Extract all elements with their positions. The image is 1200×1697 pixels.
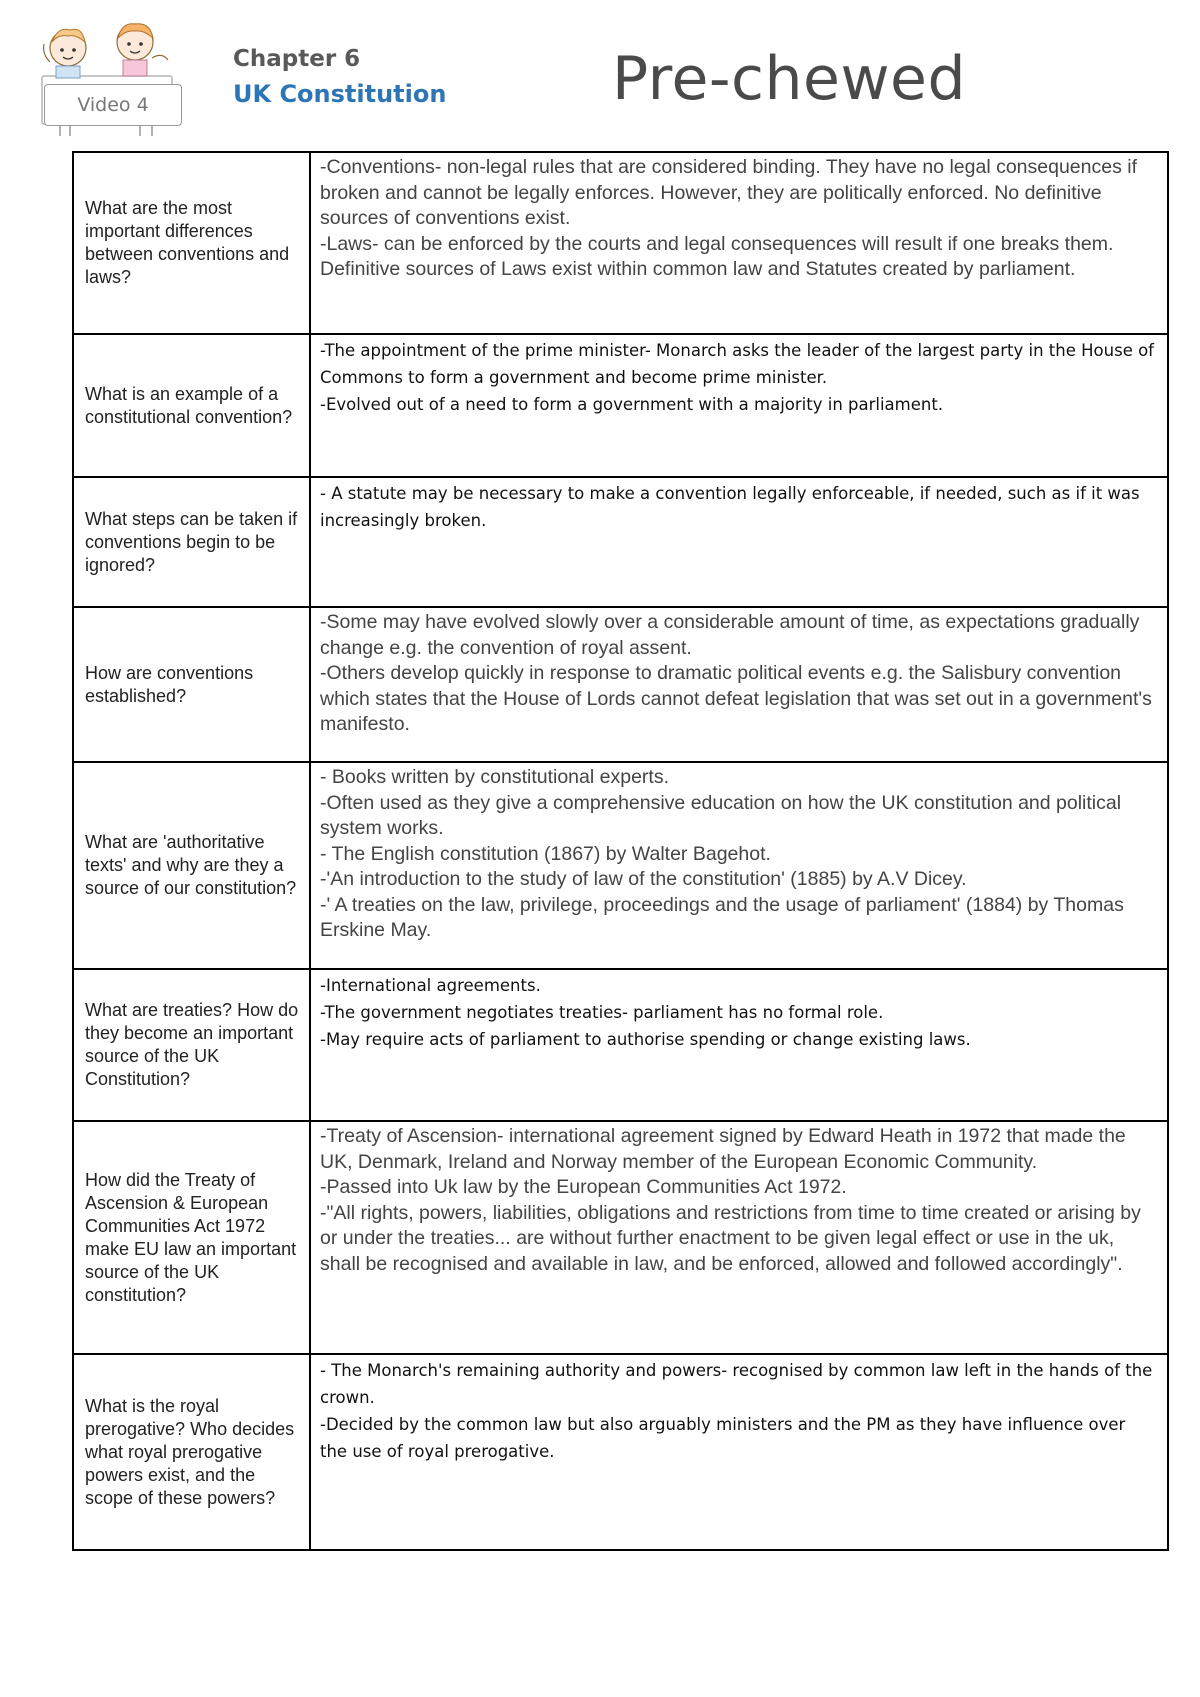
table-row [73, 152, 1168, 334]
answer-line: -Laws- can be enforced by the courts and legal consequences will result if one breaks them. Definitive sources of Laws exist within common law and Statutes created by parliament. [320, 232, 1119, 280]
question-cell [73, 1354, 310, 1550]
answer-cell [310, 762, 1168, 969]
answer-line: -Others develop quickly in response to dramatic political events e.g. the Salisbury convention which states that the House of Lords cannot defeat legislation that was set out in a government's manifesto. [320, 662, 1158, 735]
answer-line: -May require acts of parliament to authorise spending or change existing laws. [320, 1030, 971, 1049]
answer-line: - Books written by constitutional experts. [320, 766, 669, 788]
question-text: What is the royal prerogative? Who decides what royal prerogative powers exist, and the scope of these powers? [85, 1395, 295, 1508]
answer-block [311, 478, 1167, 534]
answer-line: -Treaty of Ascension- international agreement signed by Edward Heath in 1972 that made the UK, Denmark, Ireland and Norway member of the European Economic Community. [320, 1125, 1132, 1173]
answer-block [311, 335, 1167, 418]
answer-line: -' A treaties on the law, privilege, proceedings and the usage of parliament' (1884) by Thomas Erskine May. [320, 893, 1130, 941]
question-text: What is an example of a constitutional convention? [85, 383, 293, 427]
question-cell [73, 969, 310, 1121]
answer-cell [310, 1121, 1168, 1354]
answer-block [311, 608, 1167, 738]
question-text: What steps can be taken if conventions begin to be ignored? [85, 508, 298, 575]
chapter-heading: Chapter 6 [233, 46, 361, 72]
table-row [73, 477, 1168, 607]
video-label: Video 4 [44, 84, 182, 126]
answer-cell [310, 152, 1168, 334]
answer-line: -Passed into Uk law by the European Communities Act 1972. [320, 1176, 847, 1198]
question-text: What are 'authoritative texts' and why are they a source of our constitution? [85, 832, 297, 898]
table-row [73, 1121, 1168, 1354]
answer-line: -The government negotiates treaties- parliament has no formal role. [320, 1003, 884, 1022]
question-cell [73, 762, 310, 969]
answer-line: - A statute may be necessary to make a convention legally enforceable, if needed, such as if it was increasingly broken. [320, 484, 1145, 530]
answer-line: -Some may have evolved slowly over a considerable amount of time, as expectations gradually change e.g. the convention of royal assent. [320, 611, 1145, 659]
answer-block [311, 1122, 1167, 1277]
answer-block [311, 763, 1167, 944]
chapter-subtitle: UK Constitution [233, 80, 447, 108]
answer-line: - The English constitution (1867) by Walter Bagehot. [320, 842, 771, 865]
question-cell [73, 607, 310, 762]
answer-line: -International agreements. [320, 976, 541, 995]
question-text: What are treaties? How do they become an important source of the UK Constitution? [85, 1000, 299, 1089]
question-text: How did the Treaty of Ascension & European Communities Act 1972 make EU law an important source of the UK constitution? [85, 1169, 297, 1305]
answer-cell [310, 969, 1168, 1121]
table-row [73, 762, 1168, 969]
page-title: Pre-chewed [612, 44, 967, 114]
question-cell [73, 1121, 310, 1354]
answer-block [311, 970, 1167, 1053]
answer-line: -Evolved out of a need to form a government with a majority in parliament. [320, 395, 944, 414]
answer-line: -'An introduction to the study of law of the constitution' (1885) by A.V Dicey. [320, 868, 967, 890]
answer-cell [310, 477, 1168, 607]
qa-table-body [73, 152, 1168, 1550]
answer-line: -Often used as they give a comprehensive education on how the UK constitution and political system works. [320, 791, 1127, 839]
question-cell [73, 152, 310, 334]
question-cell [73, 334, 310, 477]
answer-cell [310, 1354, 1168, 1550]
answer-line: -Decided by the common law but also arguably ministers and the PM as they have influence over the use of royal prerogative. [320, 1415, 1131, 1461]
table-row [73, 969, 1168, 1121]
question-text: What are the most important differences between conventions and laws? [85, 198, 290, 287]
answer-block [311, 1355, 1167, 1465]
answer-line: -"All rights, powers, liabilities, obligations and restrictions from time to time created or arising by or under the treaties... are without further enactment to be given legal effect or use in the uk, shall be recognised and available in law, and be enforced, allowed and followed accordingly". [320, 1201, 1147, 1275]
question-cell [73, 477, 310, 607]
answer-line: -Conventions- non-legal rules that are considered binding. They have no legal consequences if broken and cannot be legally enforces. However, they are politically enforced. No definitive sources of conventions exist. [320, 156, 1143, 229]
answer-line: -The appointment of the prime minister- Monarch asks the leader of the largest party in the House of Commons to form a government and become prime minister. [320, 341, 1160, 387]
table-row [73, 607, 1168, 762]
answer-line: - The Monarch's remaining authority and powers- recognised by common law left in the hands of the crown. [320, 1361, 1158, 1407]
table-row [73, 334, 1168, 477]
table-row [73, 1354, 1168, 1550]
answer-cell [310, 334, 1168, 477]
qa-table [72, 151, 1169, 1551]
page-header [0, 0, 1200, 150]
answer-cell [310, 607, 1168, 762]
answer-block [311, 153, 1167, 283]
question-text: How are conventions established? [85, 662, 254, 706]
